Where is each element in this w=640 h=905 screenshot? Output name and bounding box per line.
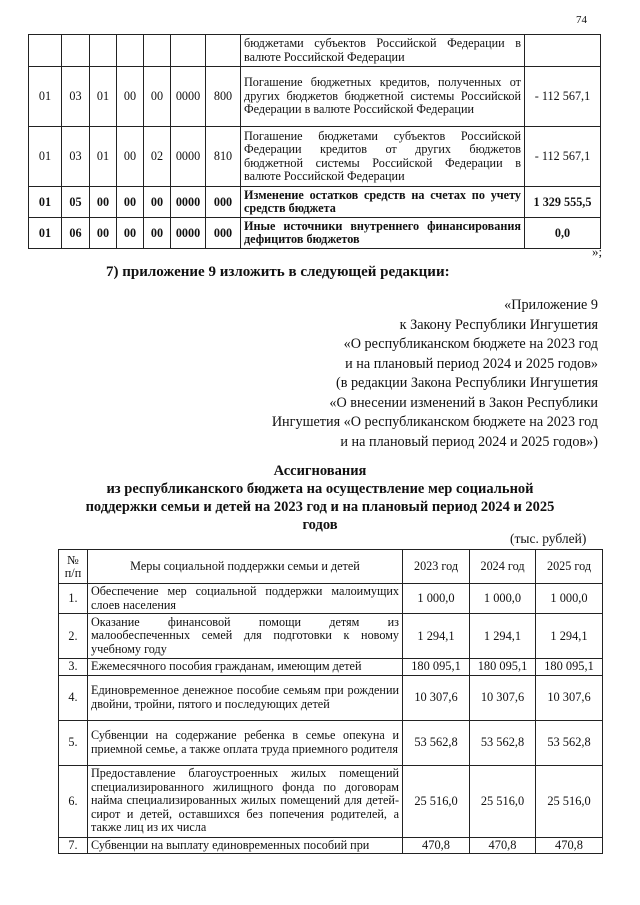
units-label: (тыс. рублей) [510,531,587,546]
document-title: Ассигнования из республиканского бюджета на осуществление мер социальной поддержки семьи и детей на 2023 год и на плановый период 2024 и 2025 годов [85,463,555,533]
table-row: 01 05 00 00 00 0000 000 Изменение остатков средств на счетах по учету средств бюджета 1 329 555,5 [29,187,601,218]
header-measure: Меры социальной поддержки семьи и детей [88,550,403,584]
row-name: Изменение остатков средств на счетах по учету средств бюджета [241,187,525,218]
table-header-row [59,550,603,584]
table-row: 01 06 00 00 00 0000 000 Иные источники внутреннего финансирования дефицитов бюджетов 0,0 [29,218,601,249]
header-2024: 2024 год [470,550,536,584]
row-name: бюджетами субъектов Российской Федерации в валюте Российской Федерации [241,35,525,67]
row-name: Погашение бюджетами субъектов Российской Федерации кредитов от других бюджетов бюджетной системы Российской Федерации в валюте Российской Федерации [241,127,525,187]
table-row: 3. Ежемесячного пособия гражданам, имеющим детей 180 095,1 180 095,1 180 095,1 [59,659,603,676]
appendix-reference: «Приложение 9 к Закону Республики Ингушетия «О республиканском бюджете на 2023 год и на плановый период 2024 и 2025 годов» (в редакции Закона Республики Ингушетия «О внесении изменений в Закон Республики Ингушетия «О республиканском бюджете на 2023 год и на плановый период 2024 и 2025 годов») [271,297,598,450]
page-number: 74 [576,14,587,26]
table-row: 7. Субвенции на выплату единовременных пособий при 470,8 470,8 470,8 [59,837,603,854]
social-support-table [58,549,603,854]
row-name: Погашение бюджетных кредитов, полученных от других бюджетов бюджетной системы Российской Федерации в валюте Российской Федерации [241,67,525,127]
table-row [29,35,601,67]
row-amount: 1 329 555,5 [525,187,601,218]
table-row: 4. Единовременное денежное пособие семьям при рождении двойни, тройни, пятого и последующих детей 10 307,6 10 307,6 10 307,6 [59,675,603,720]
row-amount [525,35,601,67]
table-row: 01 03 01 00 00 0000 800 Погашение бюджетных кредитов, полученных от других бюджетов бюджетной системы Российской Федерации в валюте Российской Федерации - 112 567,1 [29,67,601,127]
row-amount: 0,0 [525,218,601,249]
closing-quote: »; [592,244,603,259]
table-row: 2. Оказание финансовой помощи детям из малообеспеченных семей для подготовки к новому учебному году 1 294,1 1 294,1 1 294,1 [59,614,603,659]
amendment-heading: 7) приложение 9 изложить в следующей редакции: [106,264,450,280]
table-row: 01 03 01 00 02 0000 810 Погашение бюджетами субъектов Российской Федерации кредитов от других бюджетов бюджетной системы Российской Федерации в валюте Российской Федерации - 112 567,1 [29,127,601,187]
table-row: 6. Предоставление благоустроенных жилых помещений специализированного жилищного фонда по договорам найма специализированных жилых помещений для детей-сирот и детей, оставшихся без попечения родителей, а также лиц из их числа 25 516,0 25 516,0 25 516,0 [59,765,603,837]
header-num: № п/п [59,550,88,584]
table-row: 1. Обеспечение мер социальной поддержки малоимущих слоев населения 1 000,0 1 000,0 1 000,0 [59,584,603,614]
table-row: 5. Субвенции на содержание ребенка в семье опекуна и приемной семье, а также оплата труда приемного родителя 53 562,8 53 562,8 53 562,8 [59,720,603,765]
row-name: Иные источники внутреннего финансирования дефицитов бюджетов [241,218,525,249]
row-amount: - 112 567,1 [525,127,601,187]
header-2023: 2023 год [403,550,470,584]
sources-financing-table [28,34,601,249]
row-amount: - 112 567,1 [525,67,601,127]
header-2025: 2025 год [536,550,603,584]
